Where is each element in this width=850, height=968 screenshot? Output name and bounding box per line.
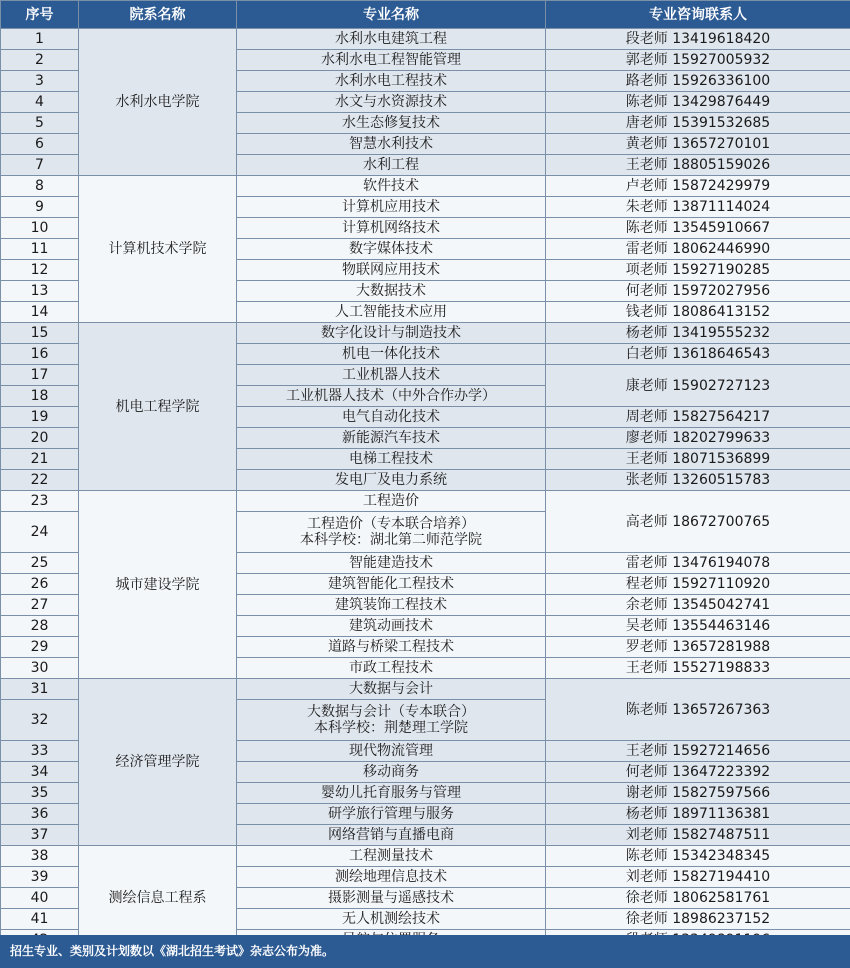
contact-person: 刘老师 15827487511	[546, 825, 850, 846]
major-name	[237, 428, 546, 449]
row-seq: 30	[1, 658, 79, 679]
contact-person: 程老师 15927110920	[546, 574, 850, 595]
major-name-text: 工程测量技术	[349, 848, 433, 864]
row-seq: 16	[1, 344, 79, 365]
row-seq: 15	[1, 323, 79, 344]
contact-person: 段老师 13419618420	[546, 29, 850, 50]
major-name-text: 大数据与会计	[349, 681, 433, 697]
college-name: 水利水电学院	[79, 29, 237, 176]
row-seq: 24	[1, 512, 79, 553]
contact-person: 何老师 15972027956	[546, 281, 850, 302]
major-name-text: 新能源汽车技术	[342, 430, 440, 446]
major-name	[237, 134, 546, 155]
major-name-text: 工程造价	[363, 493, 419, 509]
row-seq: 25	[1, 553, 79, 574]
row-seq: 35	[1, 783, 79, 804]
table-body	[1, 29, 850, 951]
major-name	[237, 574, 546, 595]
header-college: 院系名称	[79, 1, 237, 29]
major-name	[237, 595, 546, 616]
header-contact: 专业咨询联系人	[546, 1, 850, 29]
major-name	[237, 197, 546, 218]
major-name	[237, 637, 546, 658]
major-name	[237, 239, 546, 260]
row-seq: 36	[1, 804, 79, 825]
major-name-text: 软件技术	[363, 178, 419, 194]
row-seq: 6	[1, 134, 79, 155]
major-name	[237, 155, 546, 176]
major-name-text: 测绘地理信息技术	[335, 869, 447, 885]
table-row	[1, 29, 850, 50]
contact-person: 余老师 13545042741	[546, 595, 850, 616]
major-name	[237, 512, 546, 553]
row-seq: 7	[1, 155, 79, 176]
row-seq: 3	[1, 71, 79, 92]
major-name	[237, 50, 546, 71]
contact-person: 高老师 18672700765	[546, 491, 850, 553]
contact-person: 刘老师 15827194410	[546, 867, 850, 888]
major-name-text: 数字化设计与制造技术	[321, 325, 461, 341]
contact-person: 卢老师 15872429979	[546, 176, 850, 197]
table-header-row	[1, 1, 850, 29]
major-name	[237, 616, 546, 637]
contact-person: 徐老师 18062581761	[546, 888, 850, 909]
row-seq: 10	[1, 218, 79, 239]
row-seq: 39	[1, 867, 79, 888]
major-name	[237, 470, 546, 491]
contact-person: 谢老师 15827597566	[546, 783, 850, 804]
major-name	[237, 344, 546, 365]
contact-person: 周老师 15827564217	[546, 407, 850, 428]
major-name-text: 大数据技术	[356, 283, 426, 299]
table-row	[1, 176, 850, 197]
row-seq: 40	[1, 888, 79, 909]
row-seq: 2	[1, 50, 79, 71]
major-name	[237, 867, 546, 888]
row-seq: 18	[1, 386, 79, 407]
row-seq: 38	[1, 846, 79, 867]
row-seq: 23	[1, 491, 79, 512]
row-seq: 32	[1, 700, 79, 741]
major-name	[237, 92, 546, 113]
major-name-text: 网络营销与直播电商	[328, 827, 454, 843]
major-name	[237, 323, 546, 344]
row-seq: 19	[1, 407, 79, 428]
row-seq: 21	[1, 449, 79, 470]
contact-person: 雷老师 13476194078	[546, 553, 850, 574]
college-name: 机电工程学院	[79, 323, 237, 491]
row-seq: 31	[1, 679, 79, 700]
contact-person: 陈老师 13429876449	[546, 92, 850, 113]
row-seq: 33	[1, 741, 79, 762]
major-name-text: 电梯工程技术	[349, 451, 433, 467]
row-seq: 29	[1, 637, 79, 658]
major-name-text: 水生态修复技术	[342, 115, 440, 131]
major-name	[237, 909, 546, 930]
row-seq: 41	[1, 909, 79, 930]
major-name-text: 婴幼儿托育服务与管理	[321, 785, 461, 801]
major-name	[237, 218, 546, 239]
major-name	[237, 846, 546, 867]
row-seq: 8	[1, 176, 79, 197]
major-name	[237, 762, 546, 783]
major-name-text: 建筑智能化工程技术	[328, 576, 454, 592]
contact-person: 路老师 15926336100	[546, 71, 850, 92]
major-name-text: 水利水电建筑工程	[335, 31, 447, 47]
major-name-text: 摄影测量与遥感技术	[328, 890, 454, 906]
major-name-text: 移动商务	[363, 764, 419, 780]
major-name-text: 工程造价（专本联合培养）	[307, 516, 475, 532]
major-name	[237, 700, 546, 741]
major-name-text: 人工智能技术应用	[335, 304, 447, 320]
table-row	[1, 323, 850, 344]
major-name-text: 智能建造技术	[349, 555, 433, 571]
partner-school-text: 本科学校：荆楚理工学院	[314, 720, 468, 736]
header-seq: 序号	[1, 1, 79, 29]
contact-person: 雷老师 18062446990	[546, 239, 850, 260]
major-name-text: 水文与水资源技术	[335, 94, 447, 110]
college-name: 测绘信息工程系	[79, 846, 237, 951]
contact-person: 王老师 18805159026	[546, 155, 850, 176]
contact-person: 陈老师 15342348345	[546, 846, 850, 867]
major-name	[237, 113, 546, 134]
major-name	[237, 804, 546, 825]
major-name	[237, 741, 546, 762]
row-seq: 22	[1, 470, 79, 491]
major-name	[237, 825, 546, 846]
college-name: 经济管理学院	[79, 679, 237, 846]
contact-person: 徐老师 18986237152	[546, 909, 850, 930]
major-name-text: 机电一体化技术	[342, 346, 440, 362]
row-seq: 13	[1, 281, 79, 302]
major-name	[237, 553, 546, 574]
contact-person: 王老师 15927214656	[546, 741, 850, 762]
major-name	[237, 176, 546, 197]
college-name: 城市建设学院	[79, 491, 237, 679]
contact-person: 项老师 15927190285	[546, 260, 850, 281]
contact-person: 王老师 15527198833	[546, 658, 850, 679]
partner-school-text: 本科学校：湖北第二师范学院	[300, 532, 482, 548]
contact-person: 郭老师 15927005932	[546, 50, 850, 71]
major-name	[237, 783, 546, 804]
major-name	[237, 71, 546, 92]
contact-person: 杨老师 13419555232	[546, 323, 850, 344]
major-name	[237, 658, 546, 679]
major-name-text: 计算机应用技术	[342, 199, 440, 215]
major-name	[237, 365, 546, 386]
major-name-text: 水利水电工程技术	[335, 73, 447, 89]
contact-person: 杨老师 18971136381	[546, 804, 850, 825]
contact-person: 朱老师 13871114024	[546, 197, 850, 218]
major-name-text: 建筑装饰工程技术	[335, 597, 447, 613]
major-name-text: 电气自动化技术	[342, 409, 440, 425]
row-seq: 1	[1, 29, 79, 50]
major-name-text: 水利工程	[363, 157, 419, 173]
major-name	[237, 491, 546, 512]
major-name	[237, 260, 546, 281]
contact-person: 黄老师 13657270101	[546, 134, 850, 155]
major-name-text: 智慧水利技术	[349, 136, 433, 152]
major-name-text: 道路与桥梁工程技术	[328, 639, 454, 655]
contact-person: 康老师 15902727123	[546, 365, 850, 407]
major-name	[237, 449, 546, 470]
row-seq: 37	[1, 825, 79, 846]
table-row	[1, 491, 850, 512]
row-seq: 4	[1, 92, 79, 113]
row-seq: 11	[1, 239, 79, 260]
row-seq: 12	[1, 260, 79, 281]
major-name	[237, 407, 546, 428]
contact-person: 陈老师 13545910667	[546, 218, 850, 239]
major-name-text: 市政工程技术	[349, 660, 433, 676]
contact-person: 唐老师 15391532685	[546, 113, 850, 134]
major-name	[237, 386, 546, 407]
major-name-text: 水利水电工程智能管理	[321, 52, 461, 68]
row-seq: 28	[1, 616, 79, 637]
college-name: 计算机技术学院	[79, 176, 237, 323]
row-seq: 9	[1, 197, 79, 218]
contact-person: 罗老师 13657281988	[546, 637, 850, 658]
major-name-text: 发电厂及电力系统	[335, 472, 447, 488]
contact-person: 吴老师 13554463146	[546, 616, 850, 637]
major-name-text: 物联网应用技术	[342, 262, 440, 278]
contact-person: 何老师 13647223392	[546, 762, 850, 783]
major-name-text: 研学旅行管理与服务	[328, 806, 454, 822]
contact-person: 王老师 18071536899	[546, 449, 850, 470]
major-name	[237, 302, 546, 323]
major-name	[237, 29, 546, 50]
major-name	[237, 281, 546, 302]
table-row	[1, 679, 850, 700]
contact-person: 钱老师 18086413152	[546, 302, 850, 323]
major-name-text: 工业机器人技术（中外合作办学）	[286, 388, 496, 404]
major-name-text: 无人机测绘技术	[342, 911, 440, 927]
major-name-text: 计算机网络技术	[342, 220, 440, 236]
contact-person: 张老师 13260515783	[546, 470, 850, 491]
major-name-text: 工业机器人技术	[342, 367, 440, 383]
row-seq: 34	[1, 762, 79, 783]
footer-note: 招生专业、类别及计划数以《湖北招生考试》杂志公布为准。	[0, 935, 850, 968]
major-name-text: 数字媒体技术	[349, 241, 433, 257]
header-major: 专业名称	[237, 1, 546, 29]
major-name	[237, 888, 546, 909]
contact-person: 白老师 13618646543	[546, 344, 850, 365]
row-seq: 26	[1, 574, 79, 595]
major-name-text: 建筑动画技术	[349, 618, 433, 634]
row-seq: 17	[1, 365, 79, 386]
row-seq: 5	[1, 113, 79, 134]
contact-person: 陈老师 13657267363	[546, 679, 850, 741]
row-seq: 20	[1, 428, 79, 449]
major-name-text: 现代物流管理	[349, 743, 433, 759]
row-seq: 14	[1, 302, 79, 323]
major-name	[237, 679, 546, 700]
row-seq: 27	[1, 595, 79, 616]
contact-person: 廖老师 18202799633	[546, 428, 850, 449]
table-row	[1, 846, 850, 867]
major-name-text: 大数据与会计（专本联合）	[307, 704, 475, 720]
